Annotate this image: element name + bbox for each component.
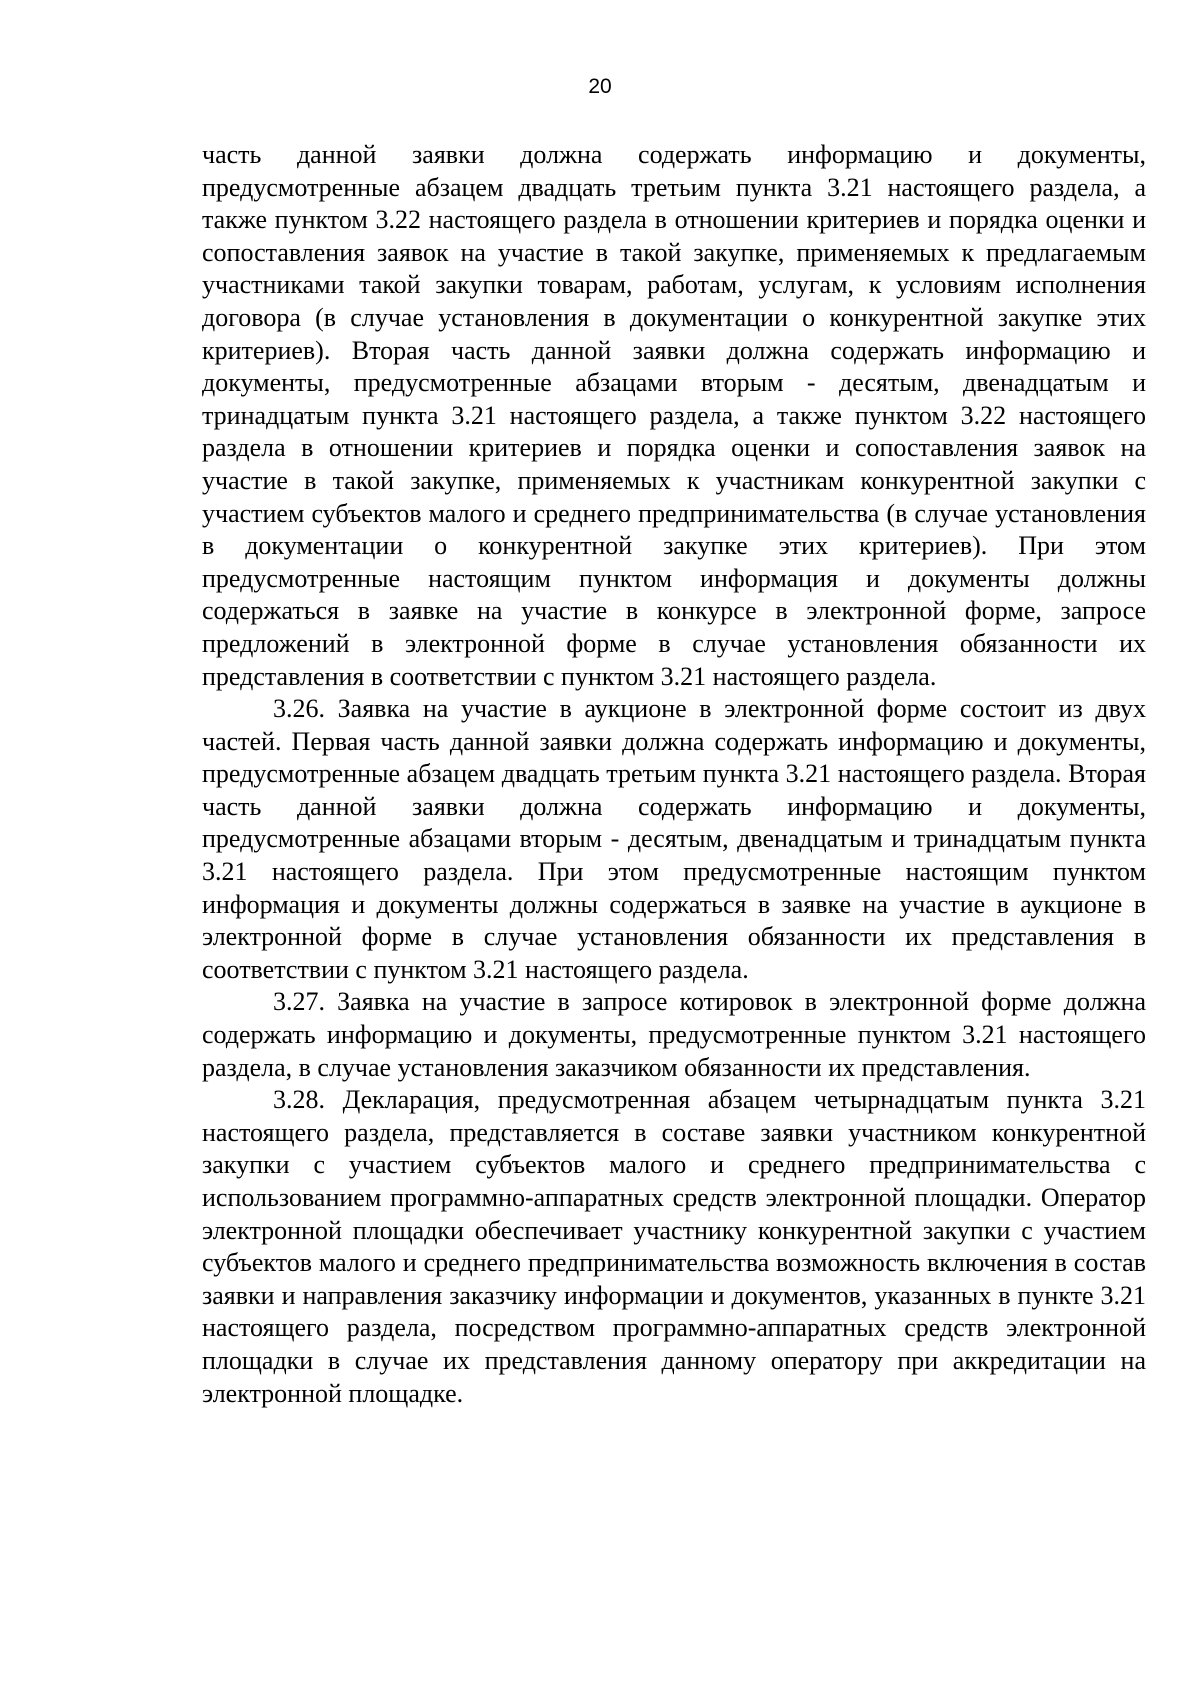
document-body — [202, 139, 1146, 1410]
paragraph-continuation: часть данной заявки должна содержать информацию и документы, предусмотренные абзацем двадцать третьим пункта 3.21 настоящего раздела, а также пунктом 3.22 настоящего раздела в отношении критериев и порядка оценки и сопоставления заявок на участие в такой закупке, применяемых к предлагаемым участниками такой закупки товарам, работам, услугам, к условиям исполнения договора (в случае установления в документации о конкурентной закупке этих критериев). Вторая часть данной заявки должна содержать информацию и документы, предусмотренные абзацами вторым - десятым, двенадцатым и тринадцатым пункта 3.21 настоящего раздела, а также пунктом 3.22 настоящего раздела в отношении критериев и порядка оценки и сопоставления заявок на участие в такой закупке, применяемых к участникам конкурентной закупки с участием субъектов малого и среднего предпринимательства (в случае установления в документации о конкурентной закупке этих критериев). При этом предусмотренные настоящим пунктом информация и документы должны содержаться в заявке на участие в конкурсе в электронной форме, запросе предложений в электронной форме в случае установления обязанности их представления в соответствии с пунктом 3.21 настоящего раздела. — [202, 140, 1146, 691]
paragraph-3-27: 3.27. Заявка на участие в запросе котировок в электронной форме должна содержать информацию и документы, предусмотренные пунктом 3.21 настоящего раздела, в случае установления заказчиком обязанности их представления. — [202, 987, 1146, 1082]
paragraph-3-26: 3.26. Заявка на участие в аукционе в электронной форме состоит из двух частей. Первая часть данной заявки должна содержать информацию и документы, предусмотренные абзацем двадцать третьим пункта 3.21 настоящего раздела. Вторая часть данной заявки должна содержать информацию и документы, предусмотренные абзацами вторым - десятым, двенадцатым и тринадцатым пункта 3.21 настоящего раздела. При этом предусмотренные настоящим пунктом информация и документы должны содержаться в заявке на участие в аукционе в электронной форме в случае установления обязанности их представления в соответствии с пунктом 3.21 настоящего раздела. — [202, 694, 1146, 984]
page-number: 20 — [588, 75, 612, 98]
paragraph-3-28: 3.28. Декларация, предусмотренная абзацем четырнадцатым пункта 3.21 настоящего раздела, представляется в составе заявки участником конкурентной закупки с участием субъектов малого и среднего предпринимательства с использованием программно-аппаратных средств электронной площадки. Оператор электронной площадки обеспечивает участнику конкурентной закупки с участием субъектов малого и среднего предпринимательства возможность включения в состав заявки и направления заказчику информации и документов, указанных в пункте 3.21 настоящего раздела, посредством программно-аппаратных средств электронной площадки в случае их представления данному оператору при аккредитации на электронной площадке. — [202, 1085, 1146, 1408]
